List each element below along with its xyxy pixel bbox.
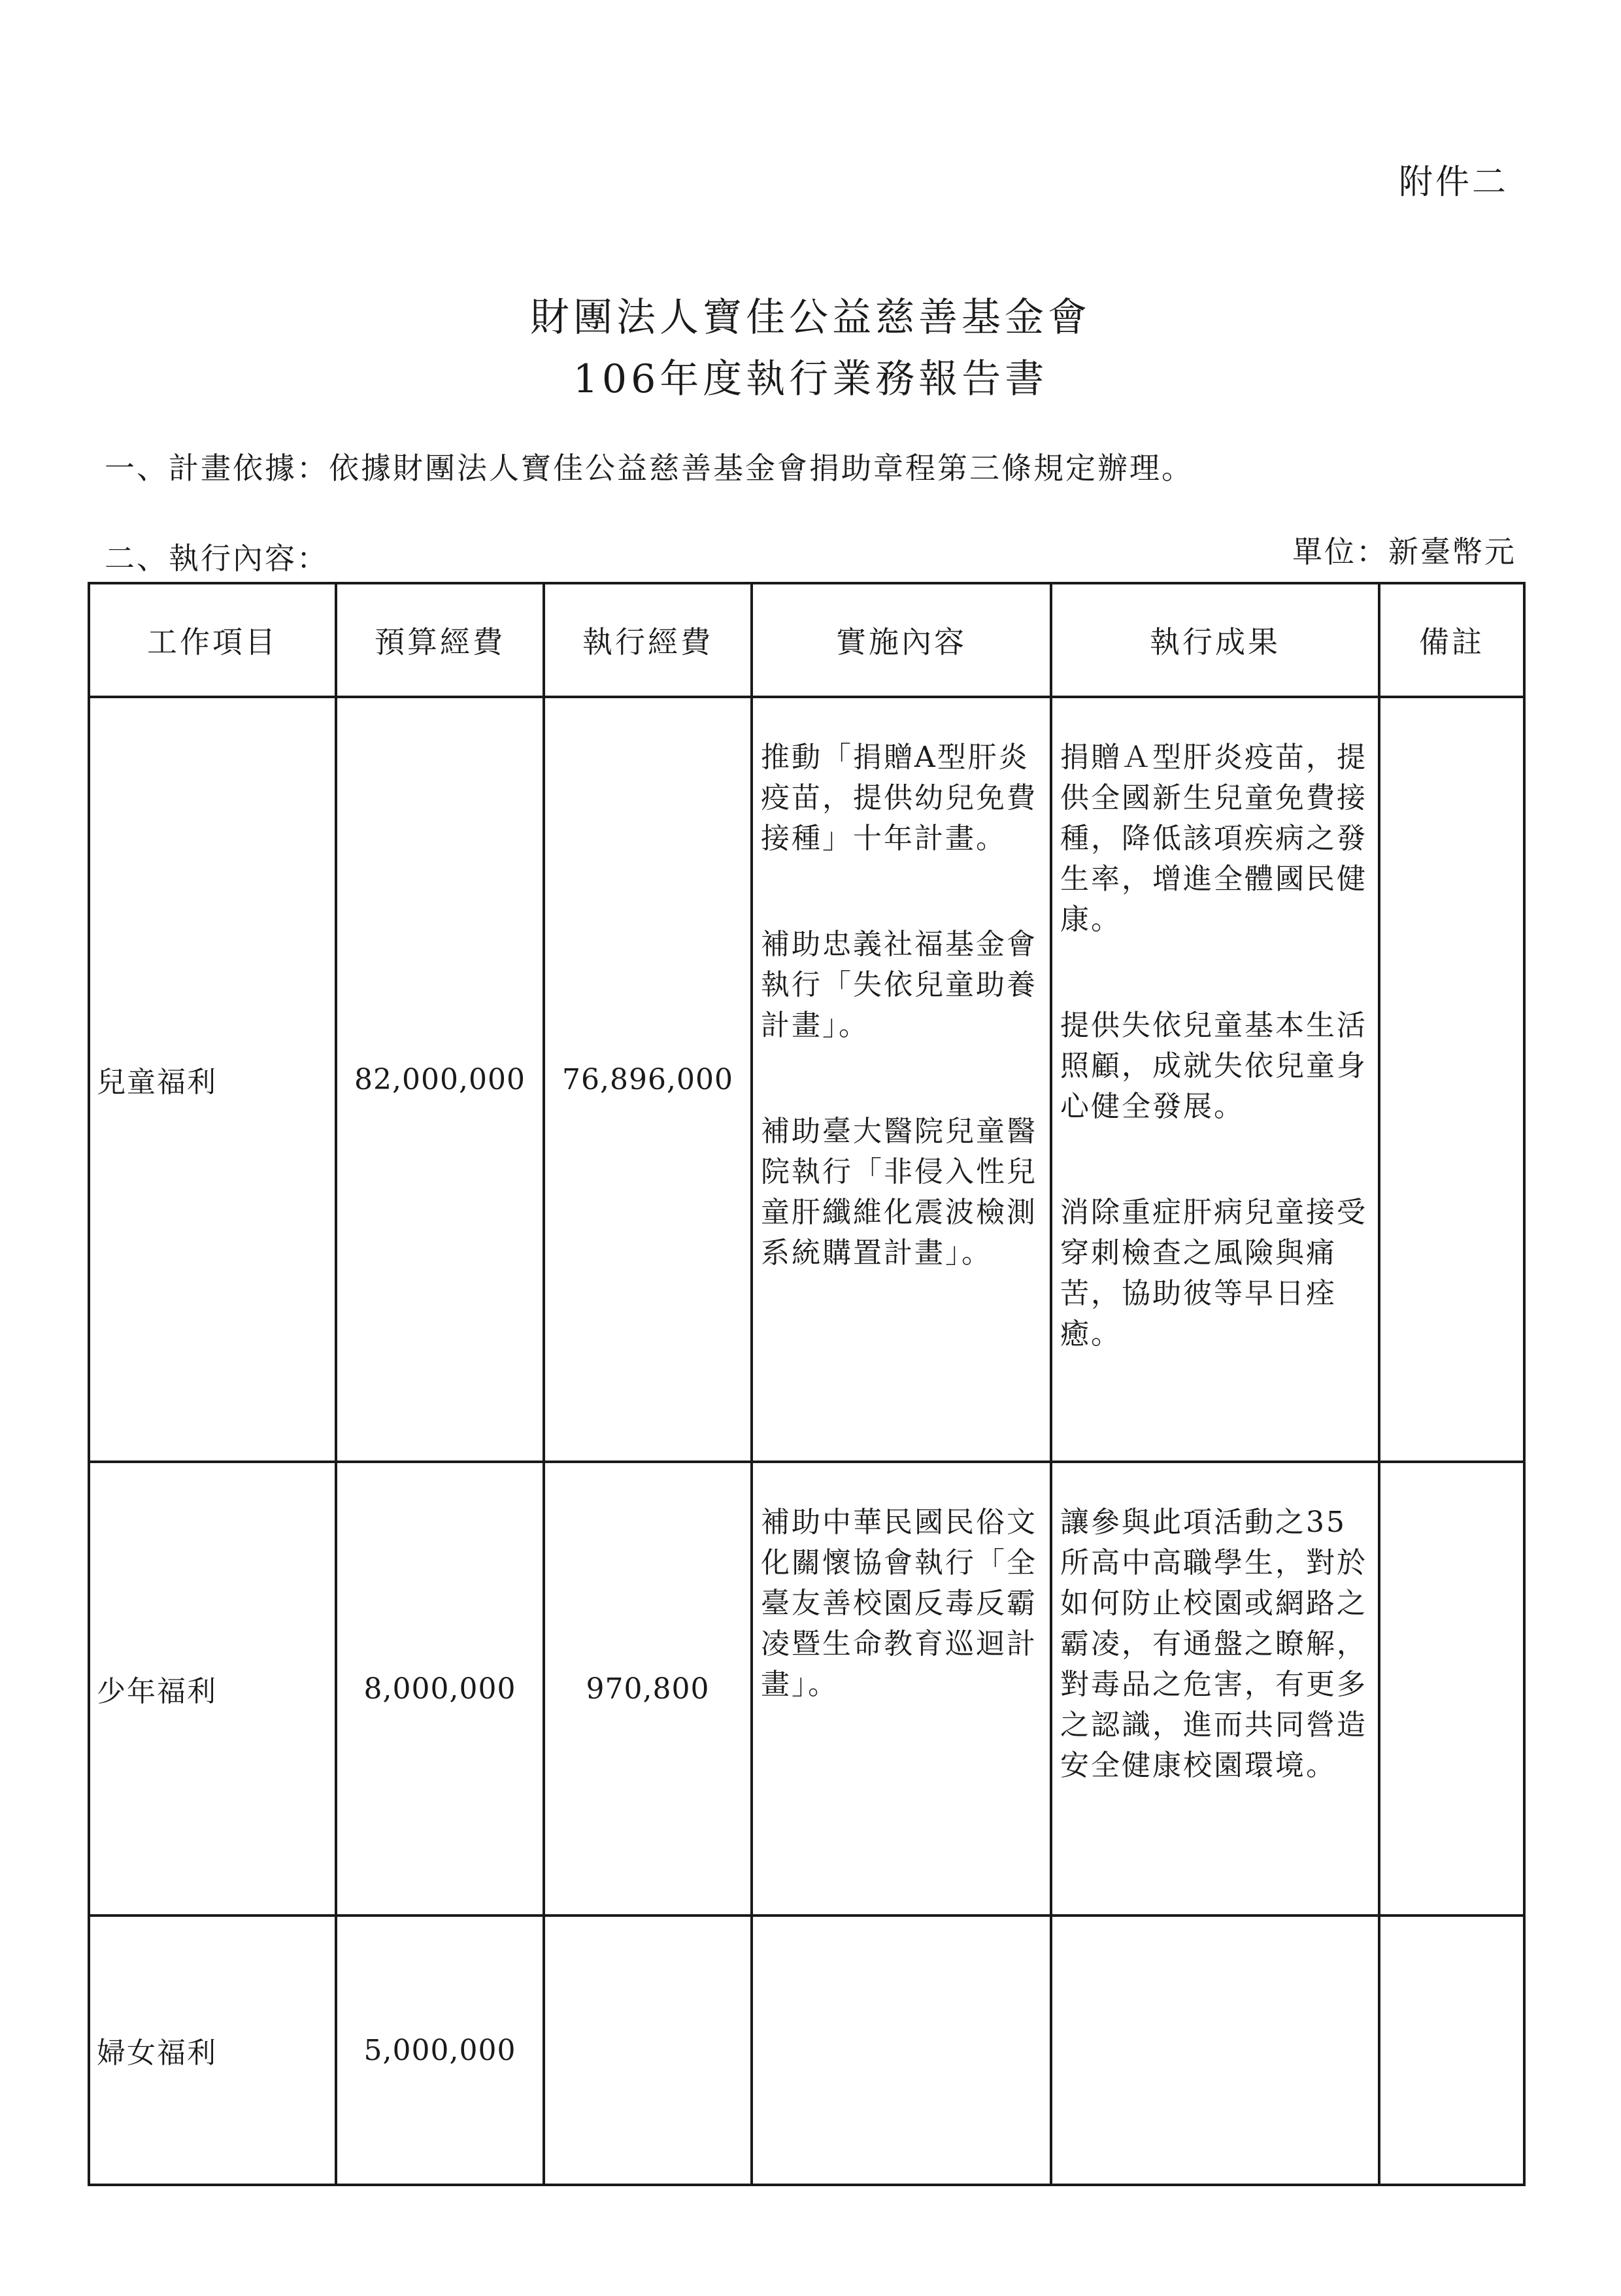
table-row [89,697,1524,1462]
row-executed [544,1916,752,2185]
row-results [1051,1462,1379,1916]
header-note: 備註 [1379,583,1524,697]
row-results [1051,1916,1379,2185]
header-executed: 執行經費 [544,583,752,697]
report-title-line2: 106年度執行業務報告書 [573,356,1048,402]
attachment-label: 附件二 [1399,163,1509,202]
execution-table [88,582,1526,2186]
content-paragraph: 補助忠義社福基金會執行「失依兒童助養計畫」。 [761,928,1037,1042]
result-paragraph: 捐贈Ａ型肝炎疫苗，提供全國新生兒童免費接種，降低該項疾病之發生率，增進全體國民健康。 [1060,741,1367,936]
table-row [89,1916,1524,2185]
row-budget: 8,000,000 [336,1462,544,1916]
row-budget: 82,000,000 [336,697,544,1462]
section-content-heading: 二、執行內容： [105,541,329,576]
row-note [1379,1916,1524,2185]
content-paragraph: 補助臺大醫院兒童醫院執行「非侵入性兒童肝纖維化震波檢測系統購置計畫」。 [761,1115,1037,1270]
section-basis: 一、計畫依據：依據財團法人寶佳公益慈善基金會捐助章程第三條規定辦理。 [105,450,1194,486]
row-results [1051,697,1379,1462]
table-row [89,1462,1524,1916]
row-content [752,1916,1051,2185]
row-item: 婦女福利 [89,1916,336,2185]
row-content [752,1462,1051,1916]
content-paragraph: 推動「捐贈A型肝炎疫苗，提供幼兒免費接種」十年計畫。 [761,741,1037,855]
report-title-line1: 財團法人寶佳公益慈善基金會 [530,295,1091,341]
table-header-row [89,583,1524,697]
row-content [752,697,1051,1462]
header-content: 實施內容 [752,583,1051,697]
row-note [1379,1462,1524,1916]
result-paragraph: 消除重症肝病兒童接受穿刺檢查之風險與痛苦，協助彼等早日痊癒。 [1060,1196,1367,1351]
row-budget: 5,000,000 [336,1916,544,2185]
row-item: 少年福利 [89,1462,336,1916]
row-executed: 76,896,000 [544,697,752,1462]
row-note [1379,697,1524,1462]
header-budget: 預算經費 [336,583,544,697]
header-item: 工作項目 [89,583,336,697]
result-paragraph: 讓參與此項活動之35所高中高職學生，對於如何防止校園或網路之霸凌，有通盤之瞭解，對毒品之危害，有更多之認識，進而共同營造安全健康校園環境。 [1060,1506,1367,1782]
result-paragraph: 提供失依兒童基本生活照顧，成就失依兒童身心健全發展。 [1060,1009,1367,1123]
content-paragraph: 補助中華民國民俗文化關懷協會執行「全臺友善校園反毒反霸凌暨生命教育巡迴計畫」。 [761,1506,1037,1701]
currency-unit: 單位：新臺幣元 [1292,534,1516,569]
row-executed: 970,800 [544,1462,752,1916]
header-results: 執行成果 [1051,583,1379,697]
row-item: 兒童福利 [89,697,336,1462]
